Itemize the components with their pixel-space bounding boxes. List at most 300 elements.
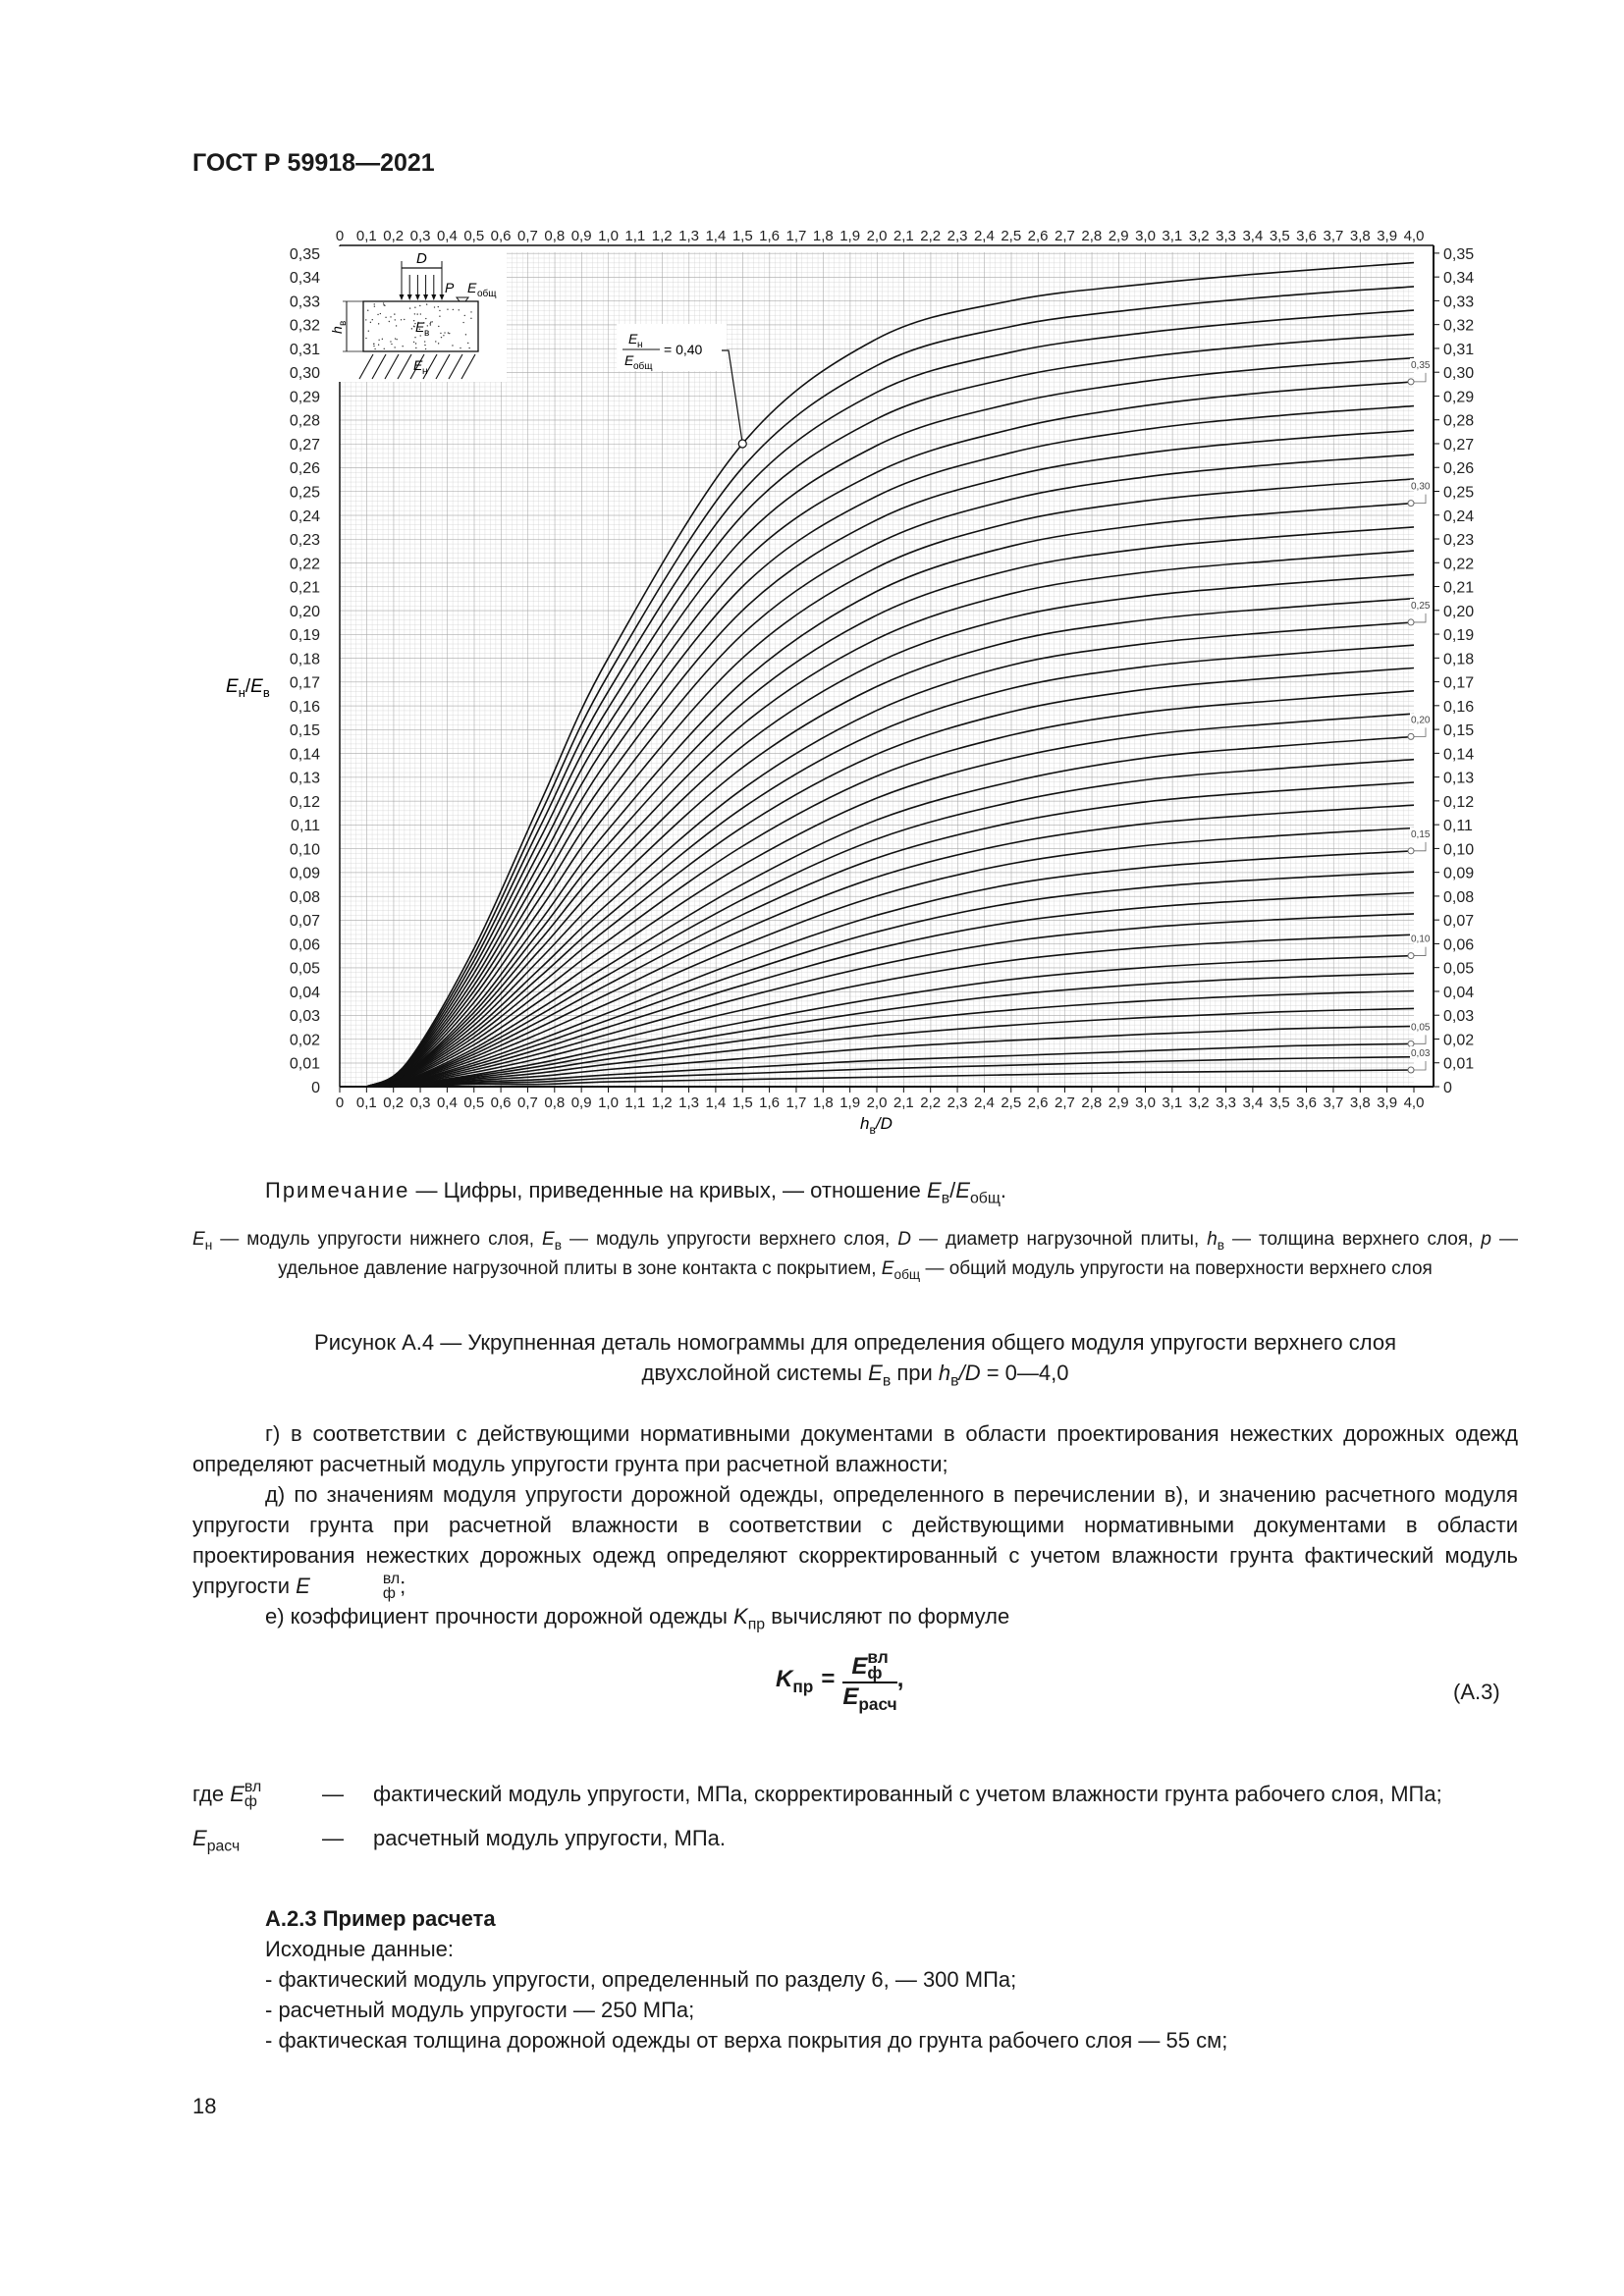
x-tick-label-top: 1,9 xyxy=(839,228,861,244)
x-tick-label-top: 1,1 xyxy=(624,228,646,244)
example-intro: Исходные данные: xyxy=(265,1937,454,1961)
x-tick-label: 1,6 xyxy=(759,1095,781,1111)
y-tick-label-left: 0,32 xyxy=(289,317,320,335)
x-tick-label-top: 0,3 xyxy=(409,228,431,244)
y-tick-label-right: 0,05 xyxy=(1443,960,1475,978)
curve-end-marker xyxy=(1408,848,1414,854)
annotation-numerator: E xyxy=(628,331,638,347)
x-tick-label-top: 2,1 xyxy=(893,228,914,244)
x-tick-label: 2,3 xyxy=(947,1095,968,1111)
annotation-marker xyxy=(738,440,746,448)
example-item: - расчетный модуль упругости — 250 МПа; xyxy=(265,1998,695,2022)
curve-end-label: 0,30 xyxy=(1411,481,1431,493)
x-tick-label-top: 1,4 xyxy=(705,228,727,244)
text-run: при xyxy=(891,1361,939,1385)
formula-numerator: E вл ф xyxy=(851,1647,889,1683)
texture-dot xyxy=(378,345,379,346)
text-run: — диаметр нагрузочной плиты, xyxy=(910,1229,1208,1250)
y-tick-label-left: 0,09 xyxy=(289,865,320,882)
where-dash: — xyxy=(322,1826,344,1850)
curve-end-marker xyxy=(1408,1067,1414,1073)
texture-dot xyxy=(414,337,415,338)
texture-dot xyxy=(444,332,445,333)
y-tick-label-left: 0,34 xyxy=(289,270,320,288)
curve-label-leader xyxy=(1414,495,1426,504)
texture-dot xyxy=(419,305,420,306)
x-tick-label-top: 1,6 xyxy=(759,228,781,244)
x-tick-label-top: 2,6 xyxy=(1027,228,1049,244)
texture-dot xyxy=(438,343,439,344)
y-tick-label-right: 0,08 xyxy=(1443,888,1475,906)
y-tick-label-right: 0,34 xyxy=(1443,270,1475,288)
x-tick-label: 1,8 xyxy=(812,1095,834,1111)
y-tick-label-left: 0,05 xyxy=(289,960,320,978)
texture-dot xyxy=(468,347,469,348)
texture-dot xyxy=(420,313,421,314)
text-run: — удельное давление нагрузочной плиты в зоне контакта с покрытием, xyxy=(278,1229,1518,1279)
x-tick-label: 1,9 xyxy=(839,1095,861,1111)
math-symbol: $K_{пр}$ xyxy=(733,1604,766,1633)
texture-dot xyxy=(427,325,428,326)
x-tick-label-top: 1,7 xyxy=(785,228,807,244)
x-tick-label-top: 1,3 xyxy=(678,228,699,244)
curve-end-label: 0,10 xyxy=(1411,934,1431,945)
where-symbol xyxy=(192,1823,322,1853)
x-tick-label-top: 2,0 xyxy=(866,228,888,244)
texture-dot xyxy=(378,323,379,324)
curve-end-marker xyxy=(1408,501,1414,507)
text-run: е) коэффициент прочности дорожной одежды xyxy=(265,1604,734,1629)
texture-dot xyxy=(384,348,385,349)
x-tick-label-top: 2,3 xyxy=(947,228,968,244)
texture-dot xyxy=(420,335,421,336)
formula-denominator: $E_{расч}$ xyxy=(842,1682,897,1714)
texture-dot xyxy=(373,344,374,345)
example-item: - фактическая толщина дорожной одежды от верха покрытия до грунта рабочего слоя — 55 см; xyxy=(265,2028,1228,2053)
x-tick-label: 3,1 xyxy=(1162,1095,1183,1111)
texture-dot xyxy=(426,303,427,304)
x-tick-label: 3,5 xyxy=(1269,1095,1290,1111)
y-tick-label-left: 0 xyxy=(311,1080,320,1096)
texture-dot xyxy=(434,306,435,307)
y-tick-label-left: 0,25 xyxy=(289,484,320,502)
x-tick-label: 3,4 xyxy=(1242,1095,1264,1111)
curve-label-leader xyxy=(1414,727,1426,736)
texture-dot xyxy=(416,313,417,314)
x-tick-label: 2,2 xyxy=(920,1095,942,1111)
figure-legend xyxy=(192,1225,1518,1284)
texture-dot xyxy=(374,348,375,349)
x-tick-label-top: 3,9 xyxy=(1377,228,1398,244)
y-tick-label-right: 0,13 xyxy=(1443,770,1475,787)
texture-dot xyxy=(452,345,453,346)
text-run: / xyxy=(949,1178,956,1202)
y-tick-label-right: 0,17 xyxy=(1443,674,1475,692)
curve-end-label: 0,20 xyxy=(1411,715,1431,726)
texture-dot xyxy=(467,343,468,344)
texture-dot xyxy=(380,313,381,314)
annotation-denominator-sub: общ xyxy=(633,361,653,372)
y-tick-label-right: 0,33 xyxy=(1443,294,1475,311)
x-tick-label-top: 0,1 xyxy=(355,228,377,244)
y-tick-label-left: 0,07 xyxy=(289,913,320,931)
y-tick-label-left: 0,19 xyxy=(289,627,320,645)
texture-dot xyxy=(377,314,378,315)
x-tick-label: 1,4 xyxy=(705,1095,727,1111)
x-tick-label-top: 3,3 xyxy=(1216,228,1236,244)
y-tick-label-right: 0,29 xyxy=(1443,389,1475,406)
inset-elower-sub: н xyxy=(422,366,428,377)
texture-dot xyxy=(391,344,392,345)
texture-dot xyxy=(368,331,369,332)
formula-lhs: $K_{пр}$ xyxy=(776,1666,814,1697)
y-tick-label-left: 0,04 xyxy=(289,984,320,1001)
texture-dot xyxy=(404,319,405,320)
text-run: — модуль упругости верхнего слоя, xyxy=(561,1229,898,1250)
curve-end-label: 0,03 xyxy=(1411,1048,1431,1060)
texture-dot xyxy=(440,333,441,334)
figure-note xyxy=(265,1175,1522,1205)
inset-p-label: P xyxy=(445,280,455,295)
x-tick-label: 0,2 xyxy=(383,1095,405,1111)
x-tick-label: 2,0 xyxy=(866,1095,888,1111)
x-tick-label-top: 0,7 xyxy=(517,228,538,244)
y-tick-label-right: 0,09 xyxy=(1443,865,1475,882)
y-tick-label-left: 0,20 xyxy=(289,603,320,620)
y-tick-label-left: 0,13 xyxy=(289,770,320,787)
curve-end-label: 0,25 xyxy=(1411,600,1431,612)
texture-dot xyxy=(429,323,430,324)
x-tick-label-top: 2,2 xyxy=(920,228,942,244)
inset-eupper-label: E xyxy=(415,319,425,335)
example-section xyxy=(265,1903,1522,2056)
annotation-denominator: E xyxy=(624,352,634,368)
texture-dot xyxy=(390,316,391,317)
text-run: — общий модуль упругости на поверхности верхнего слоя xyxy=(920,1258,1433,1279)
texture-dot xyxy=(385,317,386,318)
y-tick-label-left: 0,01 xyxy=(289,1055,320,1073)
y-tick-label-right: 0,22 xyxy=(1443,556,1475,573)
y-tick-label-right: 0,15 xyxy=(1443,722,1475,740)
text-run: Рисунок А.4 — Укрупненная деталь номограммы для определения общего модуля упругости верхнего слоя xyxy=(314,1330,1396,1355)
x-tick-label: 0,7 xyxy=(517,1095,538,1111)
where-description: фактический модуль упругости, МПа, скорректированный с учетом влажности грунта рабочего слоя, МПа; xyxy=(373,1782,1442,1806)
texture-dot xyxy=(465,334,466,335)
x-tick-label-top: 3,1 xyxy=(1162,228,1183,244)
y-tick-label-left: 0,03 xyxy=(289,1008,320,1026)
y-tick-label-left: 0,14 xyxy=(289,746,320,764)
text-run: двухслойной системы xyxy=(641,1361,869,1385)
math-symbol: $E_н$ xyxy=(192,1229,213,1253)
math-symbol: /D xyxy=(958,1361,981,1385)
document-header: ГОСТ Р 59918—2021 xyxy=(192,149,435,177)
x-axis-label: $h_в/D$ xyxy=(860,1114,893,1137)
curve-label-leader xyxy=(1414,947,1426,956)
x-tick-label: 3,0 xyxy=(1135,1095,1156,1111)
inset-h-label: h xyxy=(329,326,345,334)
text-run: д) по значениям модуля упругости дорожной одежды, определенного в перечислении в), и значению расчетного модуля упругости грунта при расчетной влажности в соответствии с действующими нормативными документами в области проектирования нежестких дорожных одежд определяют скорректированный с учетом влажности грунта фактический модуль упругости xyxy=(192,1482,1518,1598)
x-tick-label: 1,3 xyxy=(678,1095,699,1111)
curve-end-label: 0,35 xyxy=(1411,359,1431,371)
texture-dot xyxy=(453,309,454,310)
curve-end-marker xyxy=(1408,619,1414,625)
x-tick-label-top: 0,6 xyxy=(490,228,512,244)
x-tick-label-top: 1,2 xyxy=(651,228,673,244)
y-tick-label-left: 0,18 xyxy=(289,651,320,668)
texture-dot xyxy=(414,307,415,308)
x-tick-label: 0,6 xyxy=(490,1095,512,1111)
texture-dot xyxy=(374,303,375,304)
texture-dot xyxy=(447,308,448,309)
where-item xyxy=(192,1779,1518,1809)
texture-dot xyxy=(395,338,396,339)
math-symbol: $E_в$ xyxy=(868,1361,892,1390)
x-tick-label-top: 2,5 xyxy=(1001,228,1022,244)
x-tick-label: 3,8 xyxy=(1349,1095,1371,1111)
texture-dot xyxy=(439,310,440,311)
x-tick-label: 0,3 xyxy=(409,1095,431,1111)
y-tick-label-left: 0,12 xyxy=(289,793,320,811)
y-tick-label-left: 0,08 xyxy=(289,888,320,906)
texture-dot xyxy=(370,322,371,323)
x-tick-label-top: 3,7 xyxy=(1323,228,1344,244)
texture-dot xyxy=(390,341,391,342)
example-heading: А.2.3 Пример расчета xyxy=(265,1906,496,1931)
x-tick-label: 4,0 xyxy=(1403,1095,1425,1111)
y-tick-label-left: 0,21 xyxy=(289,579,320,597)
y-tick-label-left: 0,06 xyxy=(289,936,320,954)
where-item xyxy=(192,1823,1518,1853)
texture-dot xyxy=(424,345,425,346)
figure-caption xyxy=(192,1327,1518,1388)
formula-number: (А.3) xyxy=(1453,1680,1500,1704)
text-run: . xyxy=(1000,1178,1006,1202)
texture-dot xyxy=(439,315,440,316)
texture-dot xyxy=(372,319,373,320)
y-tick-label-right: 0,31 xyxy=(1443,341,1475,358)
math-symbol: E вл ф xyxy=(230,1778,262,1810)
x-tick-label-top: 3,4 xyxy=(1242,228,1264,244)
y-tick-label-right: 0,19 xyxy=(1443,627,1475,645)
text-run: — Цифры, приведенные на кривых, — отношение xyxy=(409,1178,928,1202)
texture-dot xyxy=(435,341,436,342)
text-run: — толщина верхнего слоя, xyxy=(1224,1229,1482,1250)
x-tick-label-top: 2,4 xyxy=(973,228,995,244)
x-tick-label: 0,1 xyxy=(355,1095,377,1111)
texture-dot xyxy=(396,339,397,340)
where-list xyxy=(192,1779,1518,1853)
annotation-numerator-sub: н xyxy=(637,340,643,350)
x-tick-label: 3,2 xyxy=(1188,1095,1210,1111)
texture-dot xyxy=(413,342,414,343)
x-tick-label: 2,6 xyxy=(1027,1095,1049,1111)
note-label: Примечание xyxy=(265,1178,410,1202)
text-run: = 0—4,0 xyxy=(980,1361,1069,1385)
curve-label-leader xyxy=(1414,1061,1426,1070)
texture-dot xyxy=(394,313,395,314)
y-tick-label-left: 0,27 xyxy=(289,436,320,454)
y-tick-label-left: 0,35 xyxy=(289,245,320,263)
paragraph-e xyxy=(192,1601,1518,1631)
x-tick-label-top: 2,9 xyxy=(1108,228,1129,244)
y-tick-label-right: 0,27 xyxy=(1443,436,1475,454)
y-tick-label-right: 0,28 xyxy=(1443,412,1475,430)
x-tick-label: 2,5 xyxy=(1001,1095,1022,1111)
y-tick-label-right: 0 xyxy=(1443,1080,1452,1096)
curve-label-leader xyxy=(1414,373,1426,382)
x-tick-label-top: 2,8 xyxy=(1081,228,1103,244)
x-tick-label-top: 3,6 xyxy=(1296,228,1318,244)
x-tick-label-top: 3,2 xyxy=(1188,228,1210,244)
y-tick-label-right: 0,30 xyxy=(1443,365,1475,383)
y-tick-label-right: 0,14 xyxy=(1443,746,1475,764)
texture-dot xyxy=(396,325,397,326)
texture-dot xyxy=(373,346,374,347)
y-tick-label-left: 0,16 xyxy=(289,698,320,716)
texture-dot xyxy=(401,319,402,320)
y-tick-label-left: 0,26 xyxy=(289,460,320,478)
x-tick-label: 3,7 xyxy=(1323,1095,1344,1111)
x-tick-label-top: 1,0 xyxy=(598,228,619,244)
curve-end-marker xyxy=(1408,1041,1414,1046)
math-symbol: $E_в$ xyxy=(927,1178,950,1207)
y-tick-label-left: 0,29 xyxy=(289,389,320,406)
y-tick-label-right: 0,25 xyxy=(1443,484,1475,502)
y-tick-label-right: 0,04 xyxy=(1443,984,1475,1001)
y-tick-label-right: 0,10 xyxy=(1443,841,1475,859)
x-tick-label: 1,5 xyxy=(731,1095,753,1111)
inset-elower-label: E xyxy=(413,357,423,373)
y-tick-label-left: 0,31 xyxy=(289,341,320,358)
y-tick-label-left: 0,02 xyxy=(289,1032,320,1049)
curve-end-label: 0,05 xyxy=(1411,1022,1431,1034)
math-symbol: $E_в$ xyxy=(542,1229,562,1253)
x-tick-label: 3,6 xyxy=(1296,1095,1318,1111)
curve-label-leader xyxy=(1414,1035,1426,1043)
x-tick-label-top: 0 xyxy=(335,228,345,244)
where-description: расчетный модуль упругости, МПа. xyxy=(373,1826,727,1850)
inset-etotal-label: E xyxy=(467,280,477,295)
y-tick-label-left: 0,11 xyxy=(291,818,320,835)
curve-label-leader xyxy=(1414,614,1426,622)
where-symbol xyxy=(192,1779,322,1809)
texture-dot xyxy=(459,309,460,310)
texture-dot xyxy=(438,306,439,307)
math-symbol: $h_в$ xyxy=(938,1361,959,1390)
curve-end-marker xyxy=(1408,953,1414,959)
y-tick-label-right: 0,02 xyxy=(1443,1032,1475,1049)
y-tick-label-left: 0,33 xyxy=(289,294,320,311)
y-tick-label-right: 0,23 xyxy=(1443,532,1475,550)
x-tick-label-top: 3,5 xyxy=(1269,228,1290,244)
y-tick-label-right: 0,07 xyxy=(1443,913,1475,931)
texture-dot xyxy=(402,346,403,347)
x-tick-label-top: 3,0 xyxy=(1135,228,1156,244)
texture-dot xyxy=(424,341,425,342)
x-tick-label: 0 xyxy=(335,1095,345,1111)
texture-dot xyxy=(413,326,414,327)
x-tick-label: 1,0 xyxy=(598,1095,619,1111)
x-tick-label: 3,3 xyxy=(1216,1095,1236,1111)
curve-label-leader xyxy=(1414,842,1426,851)
x-tick-label: 0,4 xyxy=(436,1095,458,1111)
math-symbol: $E_{расч}$ xyxy=(192,1826,241,1855)
texture-dot xyxy=(441,337,442,338)
texture-dot xyxy=(374,306,375,307)
x-tick-label: 2,4 xyxy=(973,1095,995,1111)
texture-dot xyxy=(409,307,410,308)
texture-dot xyxy=(448,332,449,333)
x-tick-label-top: 0,4 xyxy=(436,228,458,244)
inset-eupper-sub: в xyxy=(424,328,430,339)
texture-dot xyxy=(470,311,471,312)
y-tick-label-right: 0,26 xyxy=(1443,460,1475,478)
x-tick-label-top: 0,2 xyxy=(383,228,405,244)
x-tick-label-top: 0,8 xyxy=(544,228,566,244)
text-run: — модуль упругости нижнего слоя, xyxy=(212,1229,543,1250)
inset-d-label: D xyxy=(416,250,427,267)
texture-dot xyxy=(367,310,368,311)
texture-dot xyxy=(415,343,416,344)
paragraph-g xyxy=(192,1418,1518,1479)
formula-comma: , xyxy=(896,1666,904,1693)
texture-dot xyxy=(425,318,426,319)
y-tick-label-left: 0,23 xyxy=(289,532,320,550)
x-tick-label: 1,1 xyxy=(624,1095,646,1111)
texture-dot xyxy=(383,304,384,305)
x-tick-label: 2,8 xyxy=(1081,1095,1103,1111)
inset-h-sub: в xyxy=(338,320,349,326)
y-tick-label-right: 0,03 xyxy=(1443,1008,1475,1026)
y-tick-label-right: 0,20 xyxy=(1443,603,1475,620)
x-tick-label: 2,7 xyxy=(1055,1095,1075,1111)
texture-dot xyxy=(382,339,383,340)
y-tick-label-right: 0,06 xyxy=(1443,936,1475,954)
y-tick-label-left: 0,10 xyxy=(289,841,320,859)
texture-dot xyxy=(462,322,463,323)
y-tick-label-left: 0,30 xyxy=(289,365,320,383)
text-run: ; xyxy=(400,1574,406,1598)
x-tick-label-top: 1,5 xyxy=(731,228,753,244)
x-tick-label-top: 0,5 xyxy=(463,228,485,244)
x-tick-label-top: 1,8 xyxy=(812,228,834,244)
y-tick-label-left: 0,17 xyxy=(289,674,320,692)
example-item: - фактический модуль упругости, определенный по разделу 6, — 300 МПа; xyxy=(265,1967,1017,1992)
texture-dot xyxy=(395,319,396,320)
curve-end-marker xyxy=(1408,379,1414,385)
curve-end-marker xyxy=(1408,733,1414,739)
texture-dot xyxy=(449,333,450,334)
y-tick-label-right: 0,12 xyxy=(1443,793,1475,811)
y-tick-label-right: 0,21 xyxy=(1443,579,1475,597)
y-tick-label-left: 0,15 xyxy=(289,722,320,740)
x-tick-label: 0,5 xyxy=(463,1095,485,1111)
curve-end-label: 0,15 xyxy=(1411,828,1431,840)
x-tick-label: 1,2 xyxy=(651,1095,673,1111)
math-symbol: E вл ф xyxy=(296,1570,401,1602)
texture-dot xyxy=(389,321,390,322)
x-tick-label-top: 2,7 xyxy=(1055,228,1075,244)
texture-dot xyxy=(431,321,432,322)
x-tick-label-top: 0,9 xyxy=(570,228,592,244)
y-tick-label-right: 0,32 xyxy=(1443,317,1475,335)
caption-line-2 xyxy=(192,1358,1518,1388)
y-tick-label-right: 0,35 xyxy=(1443,245,1475,263)
texture-dot xyxy=(425,348,426,349)
y-tick-label-left: 0,28 xyxy=(289,412,320,430)
body-paragraphs xyxy=(192,1418,1518,1631)
y-tick-label-left: 0,22 xyxy=(289,556,320,573)
